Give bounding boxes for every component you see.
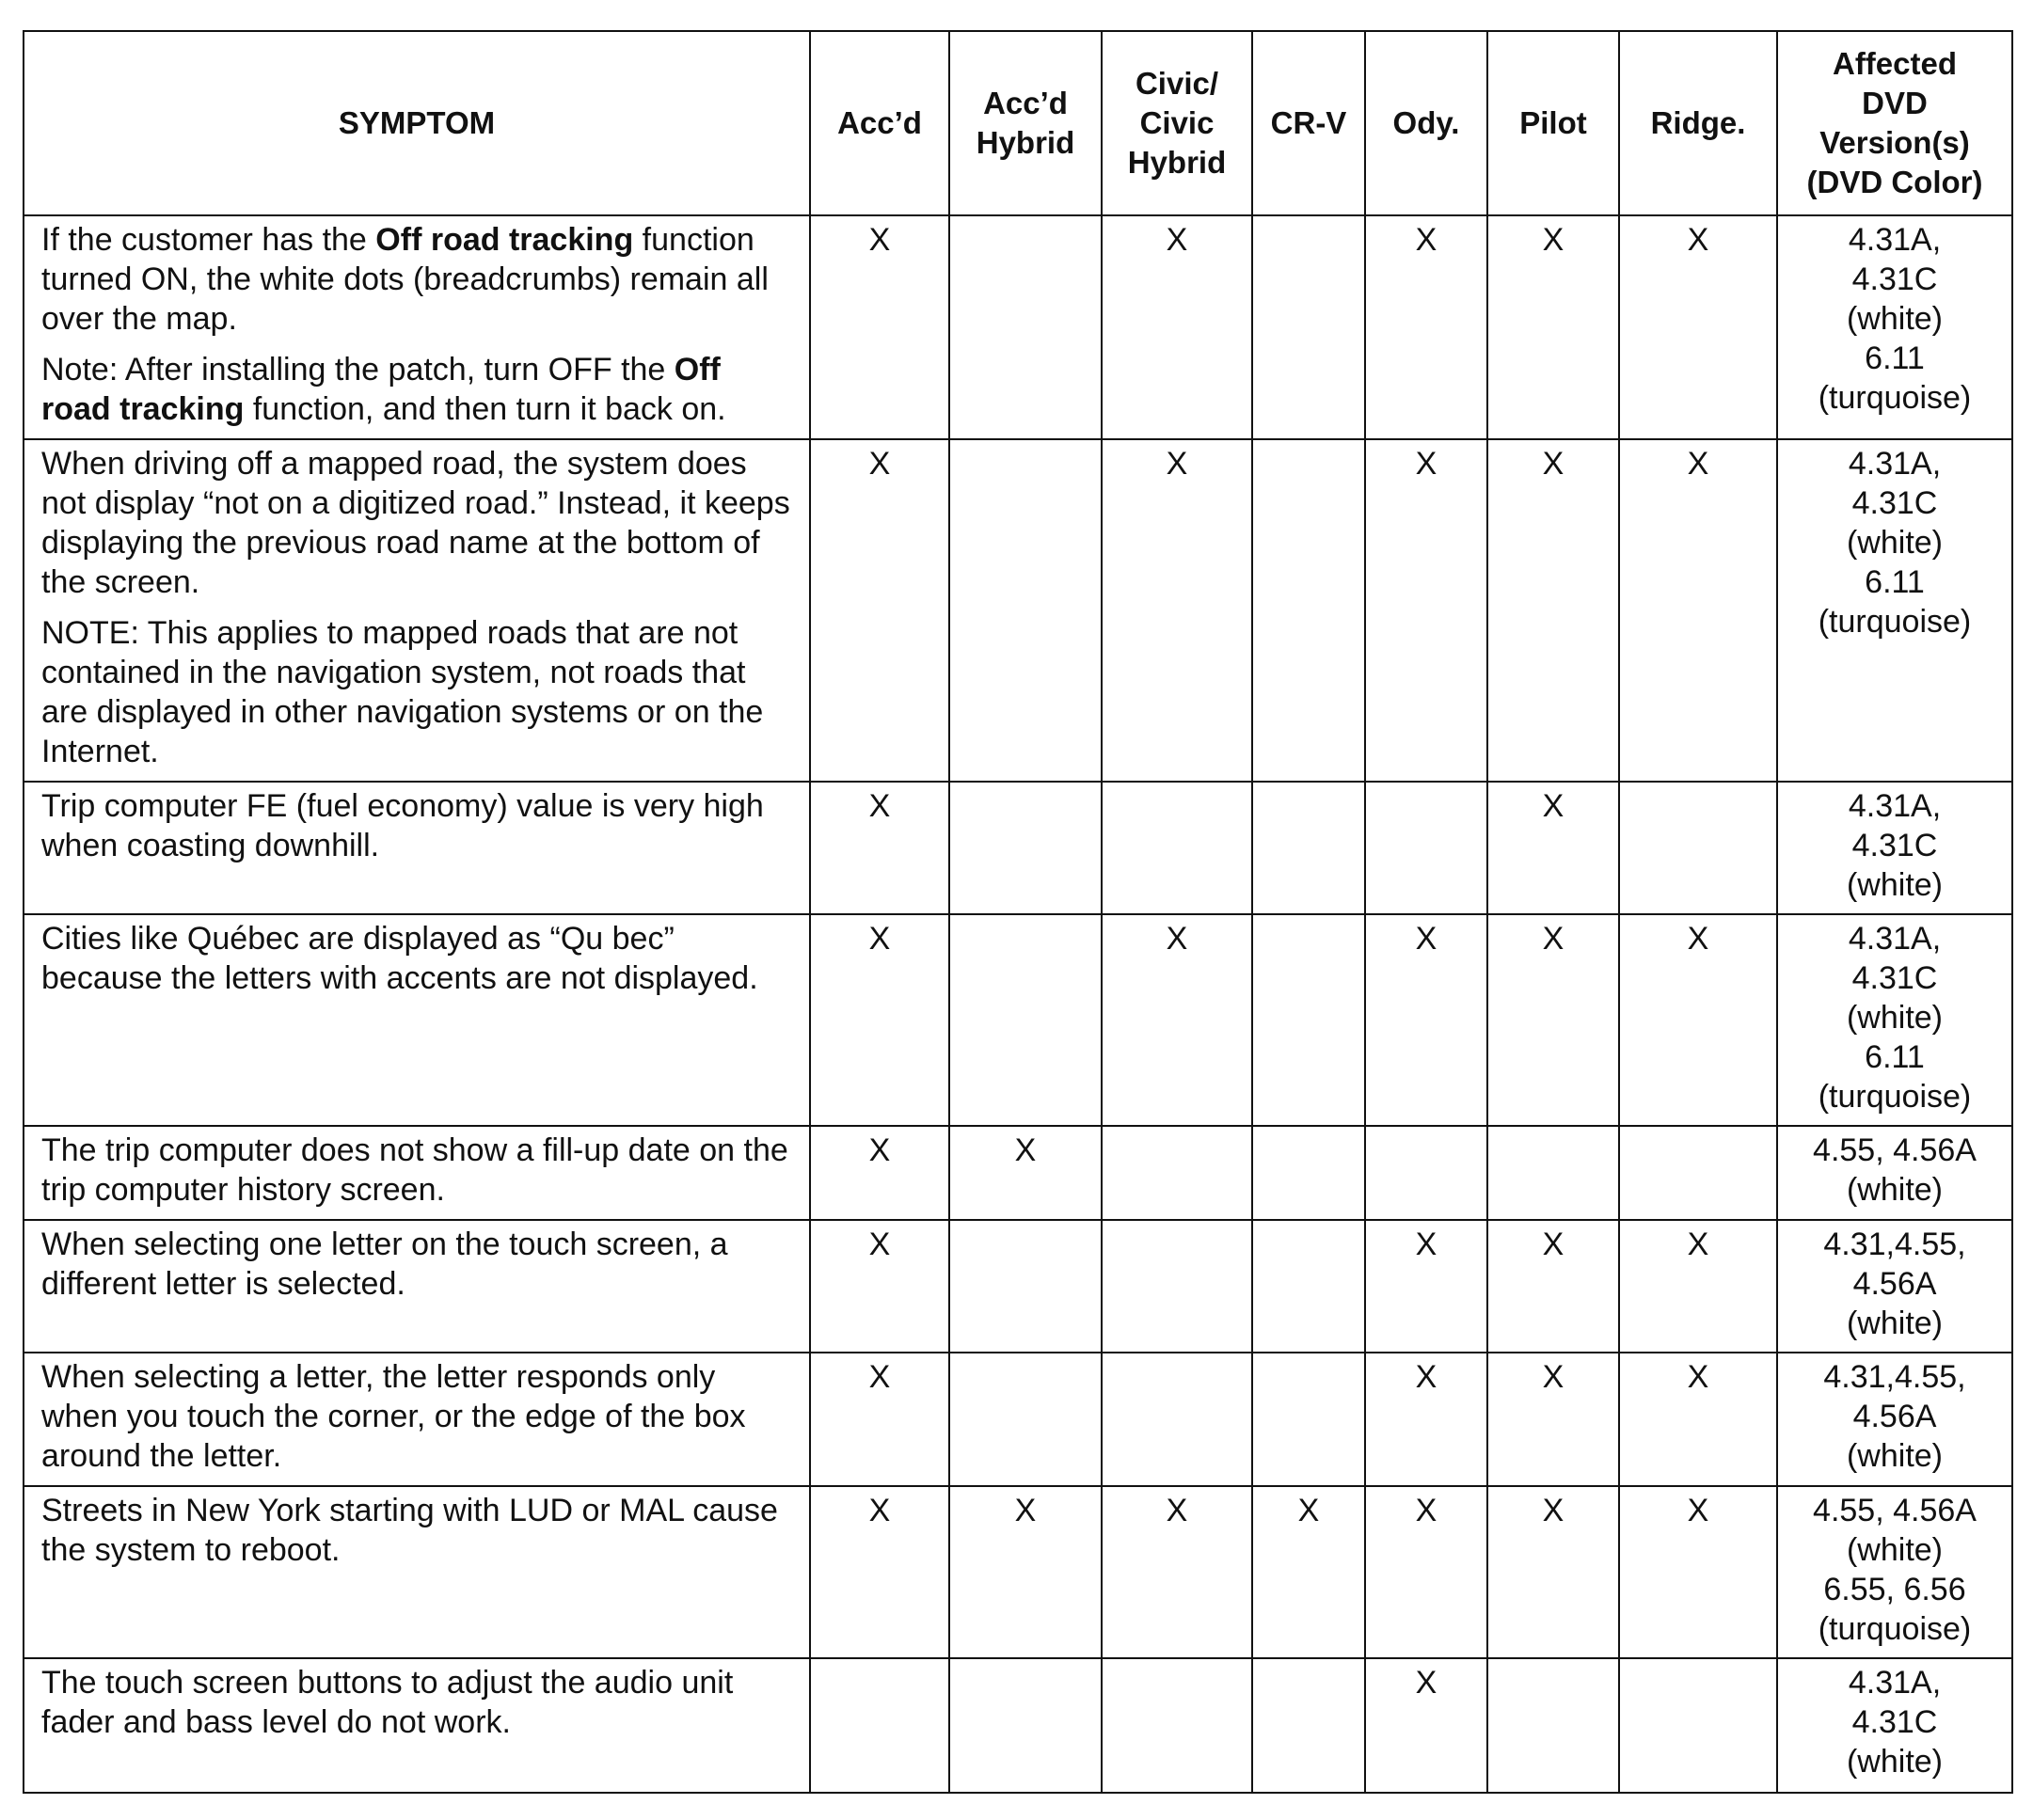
header-pilot: Pilot [1487,31,1619,215]
model-mark-cell: X [1619,914,1777,1126]
table-row [24,1353,2012,1486]
model-mark-cell [1252,1126,1365,1220]
version-line: (white) [1846,301,1944,337]
symptom-text: If the customer has the [41,222,376,258]
symptom-cell [24,914,810,1126]
model-mark-cell [1252,1220,1365,1353]
model-mark-cell: X [1619,1353,1777,1486]
table-row [24,782,2012,914]
model-mark-cell: X [1619,215,1777,439]
model-mark-cell: X [1365,1353,1487,1486]
affected-versions-cell [1777,1220,2012,1353]
version-line: 6.55, 6.56 [1823,1572,1966,1607]
symptom-text: function turned ON, the white dots (breadcrumbs) remain all over the map. [41,222,769,337]
symptom-cell [24,1220,810,1353]
version-line: 4.31C [1851,960,1938,996]
model-mark-cell [1619,782,1777,914]
model-mark-cell [810,1658,949,1793]
version-line: (white) [1846,1306,1944,1341]
symptom-text: When selecting a letter, the letter responds only when you touch the corner, or the edge of the box around the letter. [41,1359,746,1474]
table-row [24,439,2012,782]
version-line: 4.31A, [1848,1665,1942,1701]
affected-versions-cell [1777,439,2012,782]
model-mark-cell: X [810,1486,949,1658]
model-mark-cell: X [810,1353,949,1486]
header-line: Acc’d [983,86,1068,120]
affected-versions-cell [1777,215,2012,439]
symptom-paragraph [41,786,792,865]
header-line: Hybrid [1127,145,1227,180]
model-mark-cell: X [1365,1220,1487,1353]
version-line: 4.31C [1851,261,1938,297]
version-line: (white) [1846,525,1944,561]
header-line: Affected [1832,46,1958,81]
version-line: 4.31C [1851,828,1938,863]
model-mark-cell: X [1365,439,1487,782]
symptom-cell [24,1353,810,1486]
model-mark-cell: X [1487,215,1619,439]
model-mark-cell [1102,1353,1252,1486]
header-line: DVD [1862,86,1928,120]
symptom-paragraph [41,220,792,339]
model-mark-cell [1252,215,1365,439]
version-line: 4.31A, [1848,788,1942,824]
model-mark-cell [949,1658,1102,1793]
model-mark-cell [1102,1658,1252,1793]
model-mark-cell: X [1365,1658,1487,1793]
model-mark-cell: X [1619,439,1777,782]
symptom-text: The touch screen buttons to adjust the audio unit fader and bass level do not work. [41,1665,734,1740]
version-line: 4.55, 4.56A [1813,1493,1977,1528]
model-mark-cell [1252,1658,1365,1793]
model-mark-cell [949,215,1102,439]
model-mark-cell: X [810,215,949,439]
model-mark-cell: X [1365,1486,1487,1658]
version-line: (white) [1846,1532,1944,1568]
version-line: (white) [1846,867,1944,903]
model-mark-cell: X [1487,914,1619,1126]
version-line: 4.31A, [1848,222,1942,258]
table-row [24,1486,2012,1658]
symptom-paragraph [41,1225,792,1304]
version-line: (turquoise) [1818,1079,1972,1115]
model-mark-cell: X [810,439,949,782]
symptom-text: NOTE: This applies to mapped roads that are not contained in the navigation system, not roads that are displayed in other navigation systems or on the Internet. [41,615,764,769]
symptom-paragraph [41,444,792,602]
model-mark-cell: X [1487,1353,1619,1486]
version-line: (white) [1846,1172,1944,1208]
symptom-paragraph [41,613,792,771]
version-line: 4.56A [1852,1399,1937,1434]
version-line: (turquoise) [1818,604,1972,640]
symptom-text: Note: After installing the patch, turn OFF the [41,352,675,388]
table-row [24,215,2012,439]
model-mark-cell [1619,1658,1777,1793]
affected-versions-cell [1777,782,2012,914]
model-mark-cell [949,914,1102,1126]
model-mark-cell: X [1487,1486,1619,1658]
table-row [24,914,2012,1126]
symptom-emphasis: Off road tracking [375,222,634,258]
symptom-text: Trip computer FE (fuel economy) value is very high when coasting downhill. [41,788,764,863]
symptom-text: Streets in New York starting with LUD or MAL cause the system to reboot. [41,1493,778,1568]
model-mark-cell: X [949,1486,1102,1658]
table-row [24,1658,2012,1793]
version-line: 4.55, 4.56A [1813,1132,1977,1168]
model-mark-cell [1487,1658,1619,1793]
symptom-cell [24,215,810,439]
header-line: Civic/ [1135,66,1219,101]
model-mark-cell [1365,782,1487,914]
model-mark-cell [1252,914,1365,1126]
model-mark-cell [1252,439,1365,782]
model-mark-cell [949,1220,1102,1353]
affected-versions-cell [1777,1353,2012,1486]
model-mark-cell [1487,1126,1619,1220]
model-mark-cell: X [949,1126,1102,1220]
version-line: 4.31A, [1848,921,1942,957]
symptom-cell [24,1486,810,1658]
header-accord: Acc’d [810,31,949,215]
header-line: Civic [1139,105,1215,140]
header-affected-versions [1777,31,2012,215]
table-body [24,215,2012,1793]
version-line: 6.11 [1865,340,1925,376]
symptom-paragraph [41,1131,792,1210]
symptom-cell [24,782,810,914]
header-crv: CR-V [1252,31,1365,215]
symptom-text: When driving off a mapped road, the system does not display “not on a digitized road.” Instead, it keeps displaying the previous road name at the bottom of the screen. [41,446,790,600]
header-civic [1102,31,1252,215]
symptom-cell [24,1658,810,1793]
affected-versions-cell [1777,1658,2012,1793]
symptom-table [23,30,2013,1794]
header-line: (DVD Color) [1806,165,1983,199]
model-mark-cell [1365,1126,1487,1220]
table-row [24,1126,2012,1220]
model-mark-cell: X [810,1220,949,1353]
symptom-cell [24,439,810,782]
symptom-paragraph [41,1357,792,1476]
header-ridgeline: Ridge. [1619,31,1777,215]
affected-versions-cell [1777,914,2012,1126]
model-mark-cell: X [810,914,949,1126]
model-mark-cell: X [1252,1486,1365,1658]
header-odyssey: Ody. [1365,31,1487,215]
version-line: (white) [1846,1438,1944,1474]
model-mark-cell: X [1619,1486,1777,1658]
model-mark-cell [1252,782,1365,914]
model-mark-cell [1619,1126,1777,1220]
model-mark-cell: X [1487,782,1619,914]
model-mark-cell [949,1353,1102,1486]
symptom-text: When selecting one letter on the touch screen, a different letter is selected. [41,1227,728,1302]
model-mark-cell: X [1102,439,1252,782]
model-mark-cell: X [810,1126,949,1220]
header-row [24,31,2012,215]
model-mark-cell: X [1487,1220,1619,1353]
model-mark-cell [1102,782,1252,914]
model-mark-cell [949,782,1102,914]
affected-versions-cell [1777,1126,2012,1220]
header-line: Version(s) [1819,125,1970,160]
version-line: 6.11 [1865,564,1925,600]
version-line: 6.11 [1865,1039,1925,1075]
header-line: Hybrid [976,125,1075,160]
model-mark-cell: X [1365,914,1487,1126]
model-mark-cell: X [1619,1220,1777,1353]
symptom-text: The trip computer does not show a fill-up date on the trip computer history screen. [41,1132,788,1208]
symptom-paragraph [41,350,792,429]
version-line: (white) [1846,1000,1944,1036]
header-symptom: SYMPTOM [24,31,810,215]
model-mark-cell [1102,1126,1252,1220]
version-line: 4.56A [1852,1266,1937,1302]
symptom-paragraph [41,1663,792,1742]
version-line: (turquoise) [1818,380,1972,416]
version-line: 4.31C [1851,485,1938,521]
symptom-text: Cities like Québec are displayed as “Qu bec” because the letters with accents are not displayed. [41,921,758,996]
model-mark-cell: X [1102,914,1252,1126]
symptom-text: function, and then turn it back on. [244,391,726,427]
model-mark-cell [949,439,1102,782]
model-mark-cell: X [1102,215,1252,439]
table-row [24,1220,2012,1353]
model-mark-cell: X [810,782,949,914]
header-accord-hybrid [949,31,1102,215]
model-mark-cell [1102,1220,1252,1353]
version-line: 4.31A, [1848,446,1942,482]
version-line: 4.31,4.55, [1823,1359,1966,1395]
symptom-cell [24,1126,810,1220]
symptom-emphasis: Off road tracking [41,352,721,427]
model-mark-cell: X [1487,439,1619,782]
version-line: (white) [1846,1744,1944,1780]
model-mark-cell: X [1365,215,1487,439]
version-line: 4.31,4.55, [1823,1227,1966,1262]
version-line: (turquoise) [1818,1611,1972,1647]
affected-versions-cell [1777,1486,2012,1658]
model-mark-cell [1252,1353,1365,1486]
symptom-paragraph [41,919,792,998]
symptom-paragraph [41,1491,792,1570]
model-mark-cell: X [1102,1486,1252,1658]
version-line: 4.31C [1851,1704,1938,1740]
